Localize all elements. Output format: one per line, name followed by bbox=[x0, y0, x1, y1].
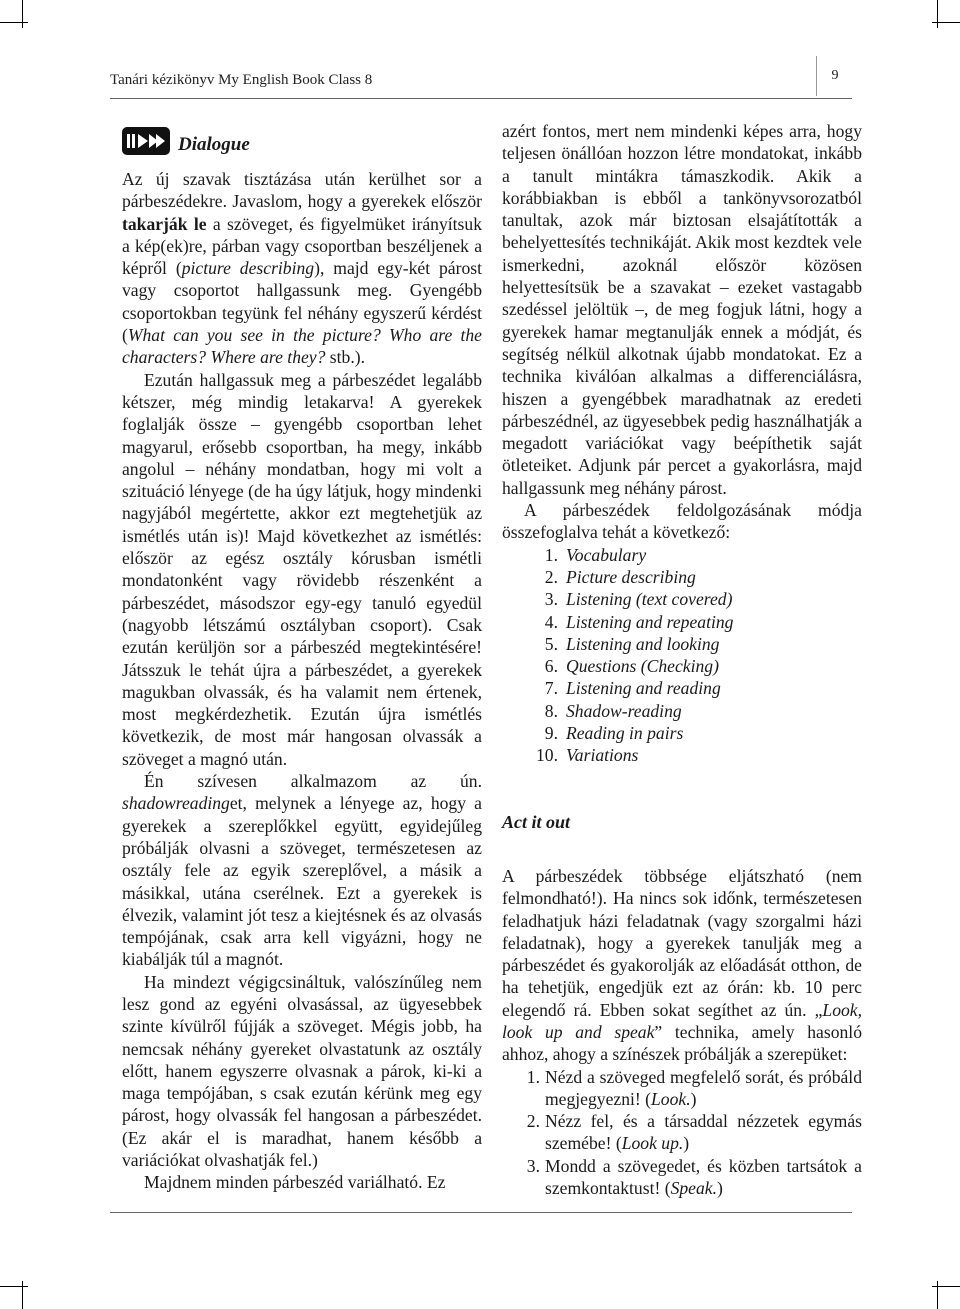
crop-mark bbox=[932, 1286, 960, 1287]
list-item bbox=[502, 1155, 862, 1200]
list-number: 4. bbox=[544, 611, 558, 632]
list-item bbox=[518, 744, 862, 766]
list-number: 7. bbox=[544, 678, 558, 699]
paragraph: Ha mindezt végigcsináltuk, valószínűleg nem lesz gond az egyéni olvasással, az ügyesebbek szinte kívülről fújják a szöveget. Mégis jobb, ha nemcsak néhány gyereket olvastatunk az osztály előtt, hanem egyszerre olvasnak a párok, ki-ki a maga tempójában, s csak ezután kérünk meg egy párost, hogy olvassák fel hangosan a párbeszédet. (Ez akár el is maradhat, hanem később a variációkat olvashatják fel.) bbox=[122, 971, 482, 1171]
list-item bbox=[518, 633, 862, 655]
crop-mark bbox=[0, 22, 28, 23]
list-item bbox=[518, 611, 862, 633]
list-text: Nézz fel, és a társaddal nézzetek egymás szemébe! (Look up.) bbox=[545, 1111, 862, 1154]
crop-mark bbox=[932, 22, 960, 23]
list-text: Vocabulary bbox=[566, 544, 647, 565]
crop-mark bbox=[22, 0, 23, 28]
list-item bbox=[518, 544, 862, 566]
paragraph: azért fontos, mert nem mindenki képes arra, hogy teljesen önállóan hozzon létre mondatokat, inkább a tanult mintákra támaszkodik. Akik a korábbiakban is ebből a tankönyvsorozatból tanultak, azok már biztosan elsajátították a behelyettesítés technikáját. Akik most kezdtek vele ismerkedni, azoknál először közösen helyettesítsük be a szavakat – ezeket vastagabb szedéssel jelöltük –, de meg fogjuk látni, hogy a gyerekek hamar megtanulják ennek a módját, és segítség nélkül alkotnak újabb mondatokat. Ez a technika kiválóan alkalmas a differenciálásra, hiszen a gyengébbek maradhatnak az eredeti párbeszédnél, az ügyesebbek pedig használhatják a megadott variációkat vagy beépíthetik saját ötleteiket. Adjunk pár percet a gyakorlásra, majd hallgassunk meg néhány párost. bbox=[502, 121, 862, 498]
paragraph: Én szívesen alkalmazom az ún. shadowreadinget, melynek a lényege az, hogy a gyerekek a szereplőkkel együtt, egyidejűleg próbálják olvasni a szöveget, természetesen az osztály fele az egyik szereplővel, a másik a másikkal, utána cserélnek. Ezt a gyerekek is élvezik, valamint jót tesz a kiejtésnek és az olvasás tempójának, csak arra kell vigyázni, hogy ne kiabálják túl a magnót. bbox=[122, 771, 482, 970]
paragraph: Az új szavak tisztázása után kerülhet sor a párbeszédekre. Javaslom, hogy a gyerekek először takarják le a szöveget, és figyelmüket irányítsuk a kép(ek)re, párban vagy csoportban beszéljenek a képről (picture describing), majd egy-két párost vagy csoportot hallgassunk meg. Gyengébb csoportokban tegyünk fel néhány egyszerű kérdést (What can you see in the picture? Who are the characters? Where are they? stb.). bbox=[122, 169, 482, 368]
list-item bbox=[518, 588, 862, 610]
list-item bbox=[502, 1066, 862, 1111]
list-text: Picture describing bbox=[566, 566, 696, 587]
list-text: Mondd a szövegedet, és közben tartsátok a szemkontaktust! (Speak.) bbox=[545, 1155, 862, 1199]
list-item bbox=[518, 566, 862, 588]
left-column bbox=[122, 168, 482, 1194]
header-rule bbox=[110, 98, 852, 99]
list-text: Listening (text covered) bbox=[566, 589, 733, 610]
list-item bbox=[518, 700, 862, 722]
list-item bbox=[502, 1110, 862, 1155]
list-number: 3. bbox=[544, 589, 558, 610]
list-number: 8. bbox=[544, 700, 558, 721]
section-heading bbox=[122, 126, 250, 156]
list-text: Shadow-reading bbox=[566, 700, 682, 721]
list-item bbox=[518, 655, 862, 677]
list-text: Variations bbox=[566, 745, 639, 766]
crop-mark bbox=[0, 1286, 28, 1287]
running-header: Tanári kézikönyv My English Book Class 8 bbox=[110, 72, 373, 88]
list-item bbox=[518, 722, 862, 744]
list-text: Listening and repeating bbox=[566, 611, 734, 632]
list-number: 9. bbox=[544, 723, 558, 744]
section-title: Dialogue bbox=[178, 134, 250, 155]
list-number: 2. bbox=[526, 1111, 540, 1132]
paragraph: A párbeszédek feldolgozásának módja összefoglalva tehát a következő: bbox=[502, 500, 862, 543]
list-number: 2. bbox=[544, 566, 558, 587]
footer-rule bbox=[110, 1212, 852, 1213]
list-text: Listening and looking bbox=[566, 633, 720, 654]
play-fast-forward-icon bbox=[122, 127, 170, 155]
right-column bbox=[502, 120, 862, 1199]
subheading-act-it-out: Act it out bbox=[502, 811, 571, 832]
paragraph: A párbeszédek többsége eljátszható (nem felmondható!). Ha nincs sok időnk, természetesen feladhatjuk házi feladatnak (vagy szorgalmi házi feladatnak), hogy a gyerekek tanulják meg a párbeszédet és gyakorolják az előadását otthon, de ha tehetjük, engedjük ezt az órán: kb. 10 perc elegendő rá. Ebben sokat segíthet az ún. „Look, look up and speak” technika, amely hasonló ahhoz, ahogy a színészek próbálják a szerepüket: bbox=[502, 865, 862, 1065]
list-item bbox=[518, 677, 862, 699]
list-number: 6. bbox=[544, 656, 558, 677]
steps-list bbox=[502, 544, 862, 767]
list-number: 1. bbox=[544, 544, 558, 565]
list-number: 10. bbox=[536, 745, 558, 766]
list-text: Questions (Checking) bbox=[566, 656, 719, 677]
instructions-list bbox=[502, 1066, 862, 1200]
paragraph: Ezután hallgassuk meg a párbeszédet legalább kétszer, még mindig letakarva! A gyerekek foglalják össze – gyengébb csoportban lehet magyarul, erősebb csoportban, ha megy, inkább angolul – néhány mondatban, hogy mi volt a szituáció lényege (de ha úgy látjuk, hogy mindenki nagyjából megértette, akkor ezt megtehetjük az ismétlés után is)! Majd következhet az ismétlés: először az egész osztály kórusban ismétli mondatonként vagy rövidebb részenként a párbeszédet, másodszor egy-egy tanuló egyedül (nagyobb létszámú osztályban csoport). Csak ezután kerüljön sor a párbeszéd megtekintésére! Játsszuk le tehát újra a párbeszédet, a gyerekek magukban olvassák, és ha valamit nem értenek, most megkérdezhetik. Ezután újra ismétlés következik, de most már hangosan olvassák a szöveget a magnó után. bbox=[122, 369, 482, 769]
list-text: Nézd a szöveged megfelelő sorát, és próbáld megjegyezni! (Look.) bbox=[545, 1066, 862, 1109]
paragraph: Majdnem minden párbeszéd variálható. Ez bbox=[144, 1172, 446, 1193]
list-number: 5. bbox=[544, 633, 558, 654]
list-text: Listening and reading bbox=[566, 678, 721, 699]
page-number: 9 bbox=[816, 56, 853, 96]
list-number: 3. bbox=[526, 1155, 540, 1176]
list-number: 1. bbox=[526, 1066, 540, 1087]
crop-mark bbox=[937, 0, 938, 28]
list-text: Reading in pairs bbox=[566, 723, 684, 744]
